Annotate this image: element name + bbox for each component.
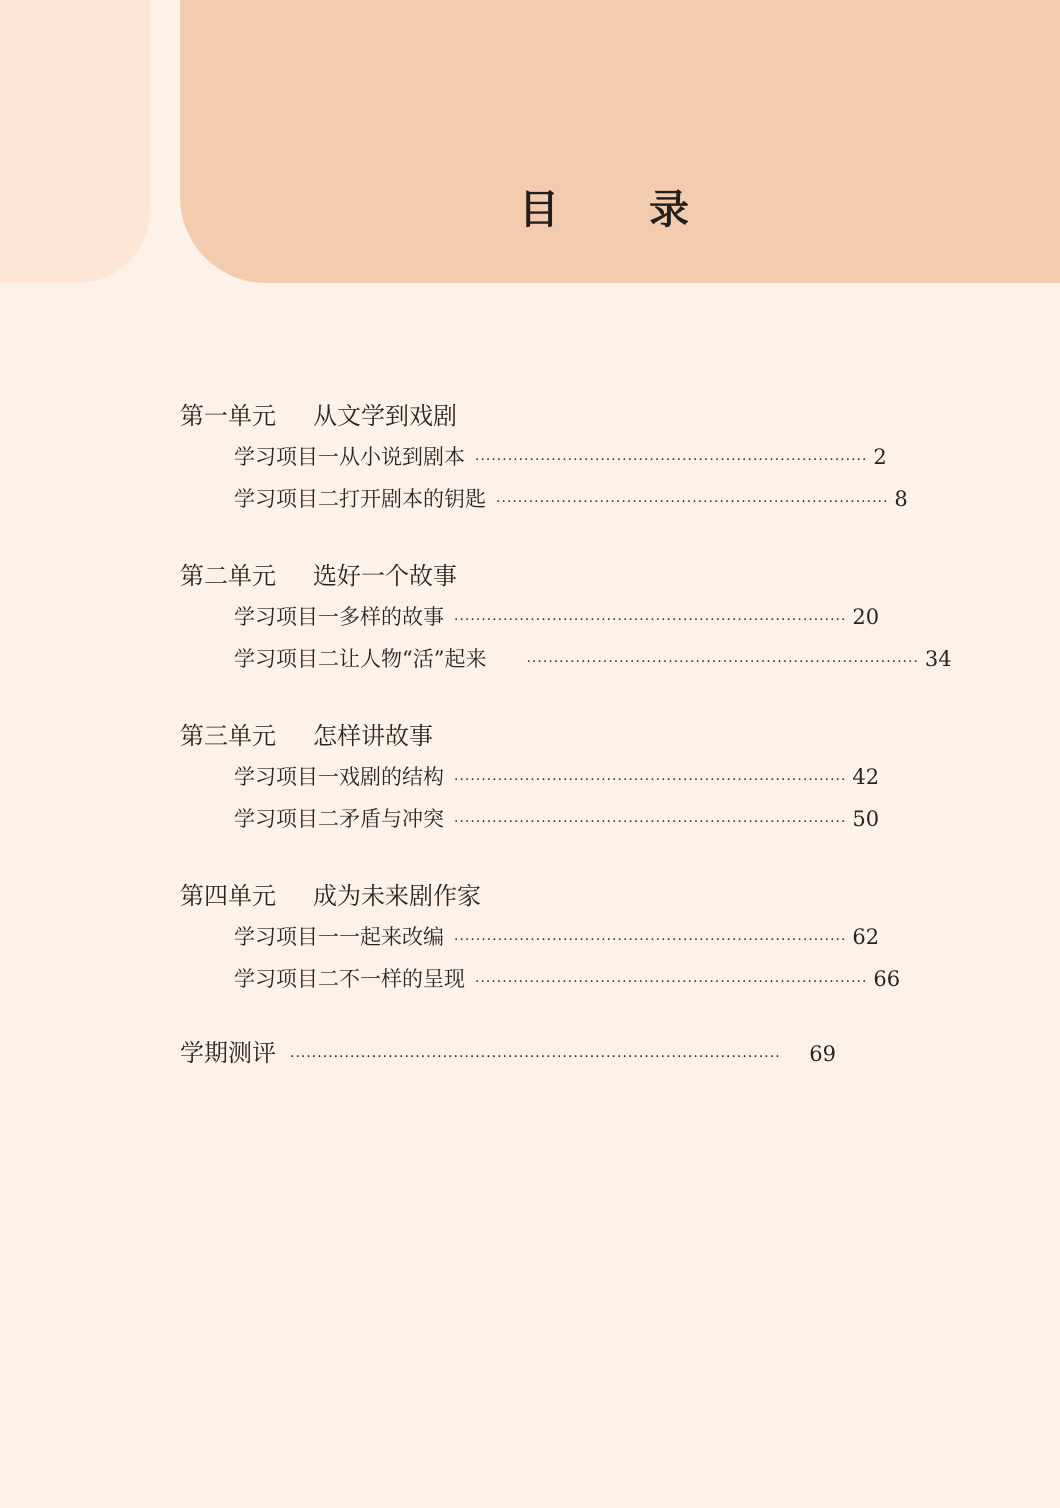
entry-title: 从小说到剧本	[339, 445, 465, 469]
toc-entry[interactable]	[180, 958, 901, 1000]
entry-title: 矛盾与冲突	[339, 807, 444, 831]
entry-page: 8	[894, 487, 908, 511]
unit-heading[interactable]	[180, 876, 836, 916]
entry-label: 学习项目一	[234, 445, 339, 469]
page-title	[180, 178, 1060, 235]
entry-label: 学习项目二	[234, 647, 339, 671]
leader-dots: ········································································	[454, 932, 847, 948]
entry-title: 让人物“活”起来	[339, 647, 487, 671]
leader-dots: ········································································	[526, 654, 919, 670]
leader-dots: ········································································	[496, 494, 889, 510]
toc-entry[interactable]	[180, 478, 908, 520]
entry-page: 62	[852, 925, 880, 949]
unit-heading[interactable]	[180, 556, 836, 596]
unit-4	[180, 876, 901, 1000]
unit-heading[interactable]	[180, 716, 836, 756]
unit-heading[interactable]	[180, 396, 836, 436]
entry-page: 34	[924, 647, 952, 671]
side-tab-decoration	[0, 0, 150, 283]
leader-dots: ········································································	[475, 452, 868, 468]
entry-page: 50	[852, 807, 880, 831]
entry-label: 学习项目二	[234, 967, 339, 991]
toc-entry[interactable]	[180, 596, 880, 638]
unit-title: 选好一个故事	[313, 562, 457, 590]
leader-dots: ··························································································	[290, 1049, 781, 1065]
entry-title: 戏剧的结构	[339, 765, 444, 789]
toc-entry[interactable]	[180, 756, 880, 798]
entry-label: 学习项目二	[234, 807, 339, 831]
entry-title: 多样的故事	[339, 605, 444, 629]
header-band	[180, 0, 1060, 283]
unit-number: 第三单元	[180, 722, 276, 750]
unit-number: 第一单元	[180, 402, 276, 430]
leader-dots: ········································································	[454, 772, 847, 788]
table-of-contents	[180, 396, 952, 1074]
entry-page: 2	[873, 445, 887, 469]
leader-dots: ········································································	[475, 974, 868, 990]
entry-label: 学习项目一	[234, 765, 339, 789]
unit-title: 怎样讲故事	[313, 722, 433, 750]
entry-title: 学期测评	[180, 1039, 276, 1067]
toc-entry[interactable]	[180, 638, 952, 680]
entry-label: 学习项目一	[234, 925, 339, 949]
unit-2	[180, 556, 952, 680]
unit-number: 第二单元	[180, 562, 276, 590]
entry-page: 69	[809, 1042, 836, 1066]
entry-page: 20	[852, 605, 880, 629]
toc-entry-final[interactable]	[180, 1032, 836, 1074]
entry-title: 一起来改编	[339, 925, 444, 949]
unit-3	[180, 716, 880, 840]
toc-entry[interactable]	[180, 916, 880, 958]
page-title-text: 目 录	[519, 186, 727, 233]
leader-dots: ········································································	[454, 612, 847, 628]
entry-page: 42	[852, 765, 880, 789]
entry-title: 不一样的呈现	[339, 967, 465, 991]
entry-label: 学习项目二	[234, 487, 339, 511]
entry-page: 66	[873, 967, 901, 991]
entry-title: 打开剧本的钥匙	[339, 487, 486, 511]
unit-title: 成为未来剧作家	[313, 882, 481, 910]
toc-entry[interactable]	[180, 798, 880, 840]
unit-1	[180, 396, 908, 520]
unit-number: 第四单元	[180, 882, 276, 910]
leader-dots: ········································································	[454, 814, 847, 830]
entry-label: 学习项目一	[234, 605, 339, 629]
unit-title: 从文学到戏剧	[313, 402, 457, 430]
toc-entry[interactable]	[180, 436, 887, 478]
